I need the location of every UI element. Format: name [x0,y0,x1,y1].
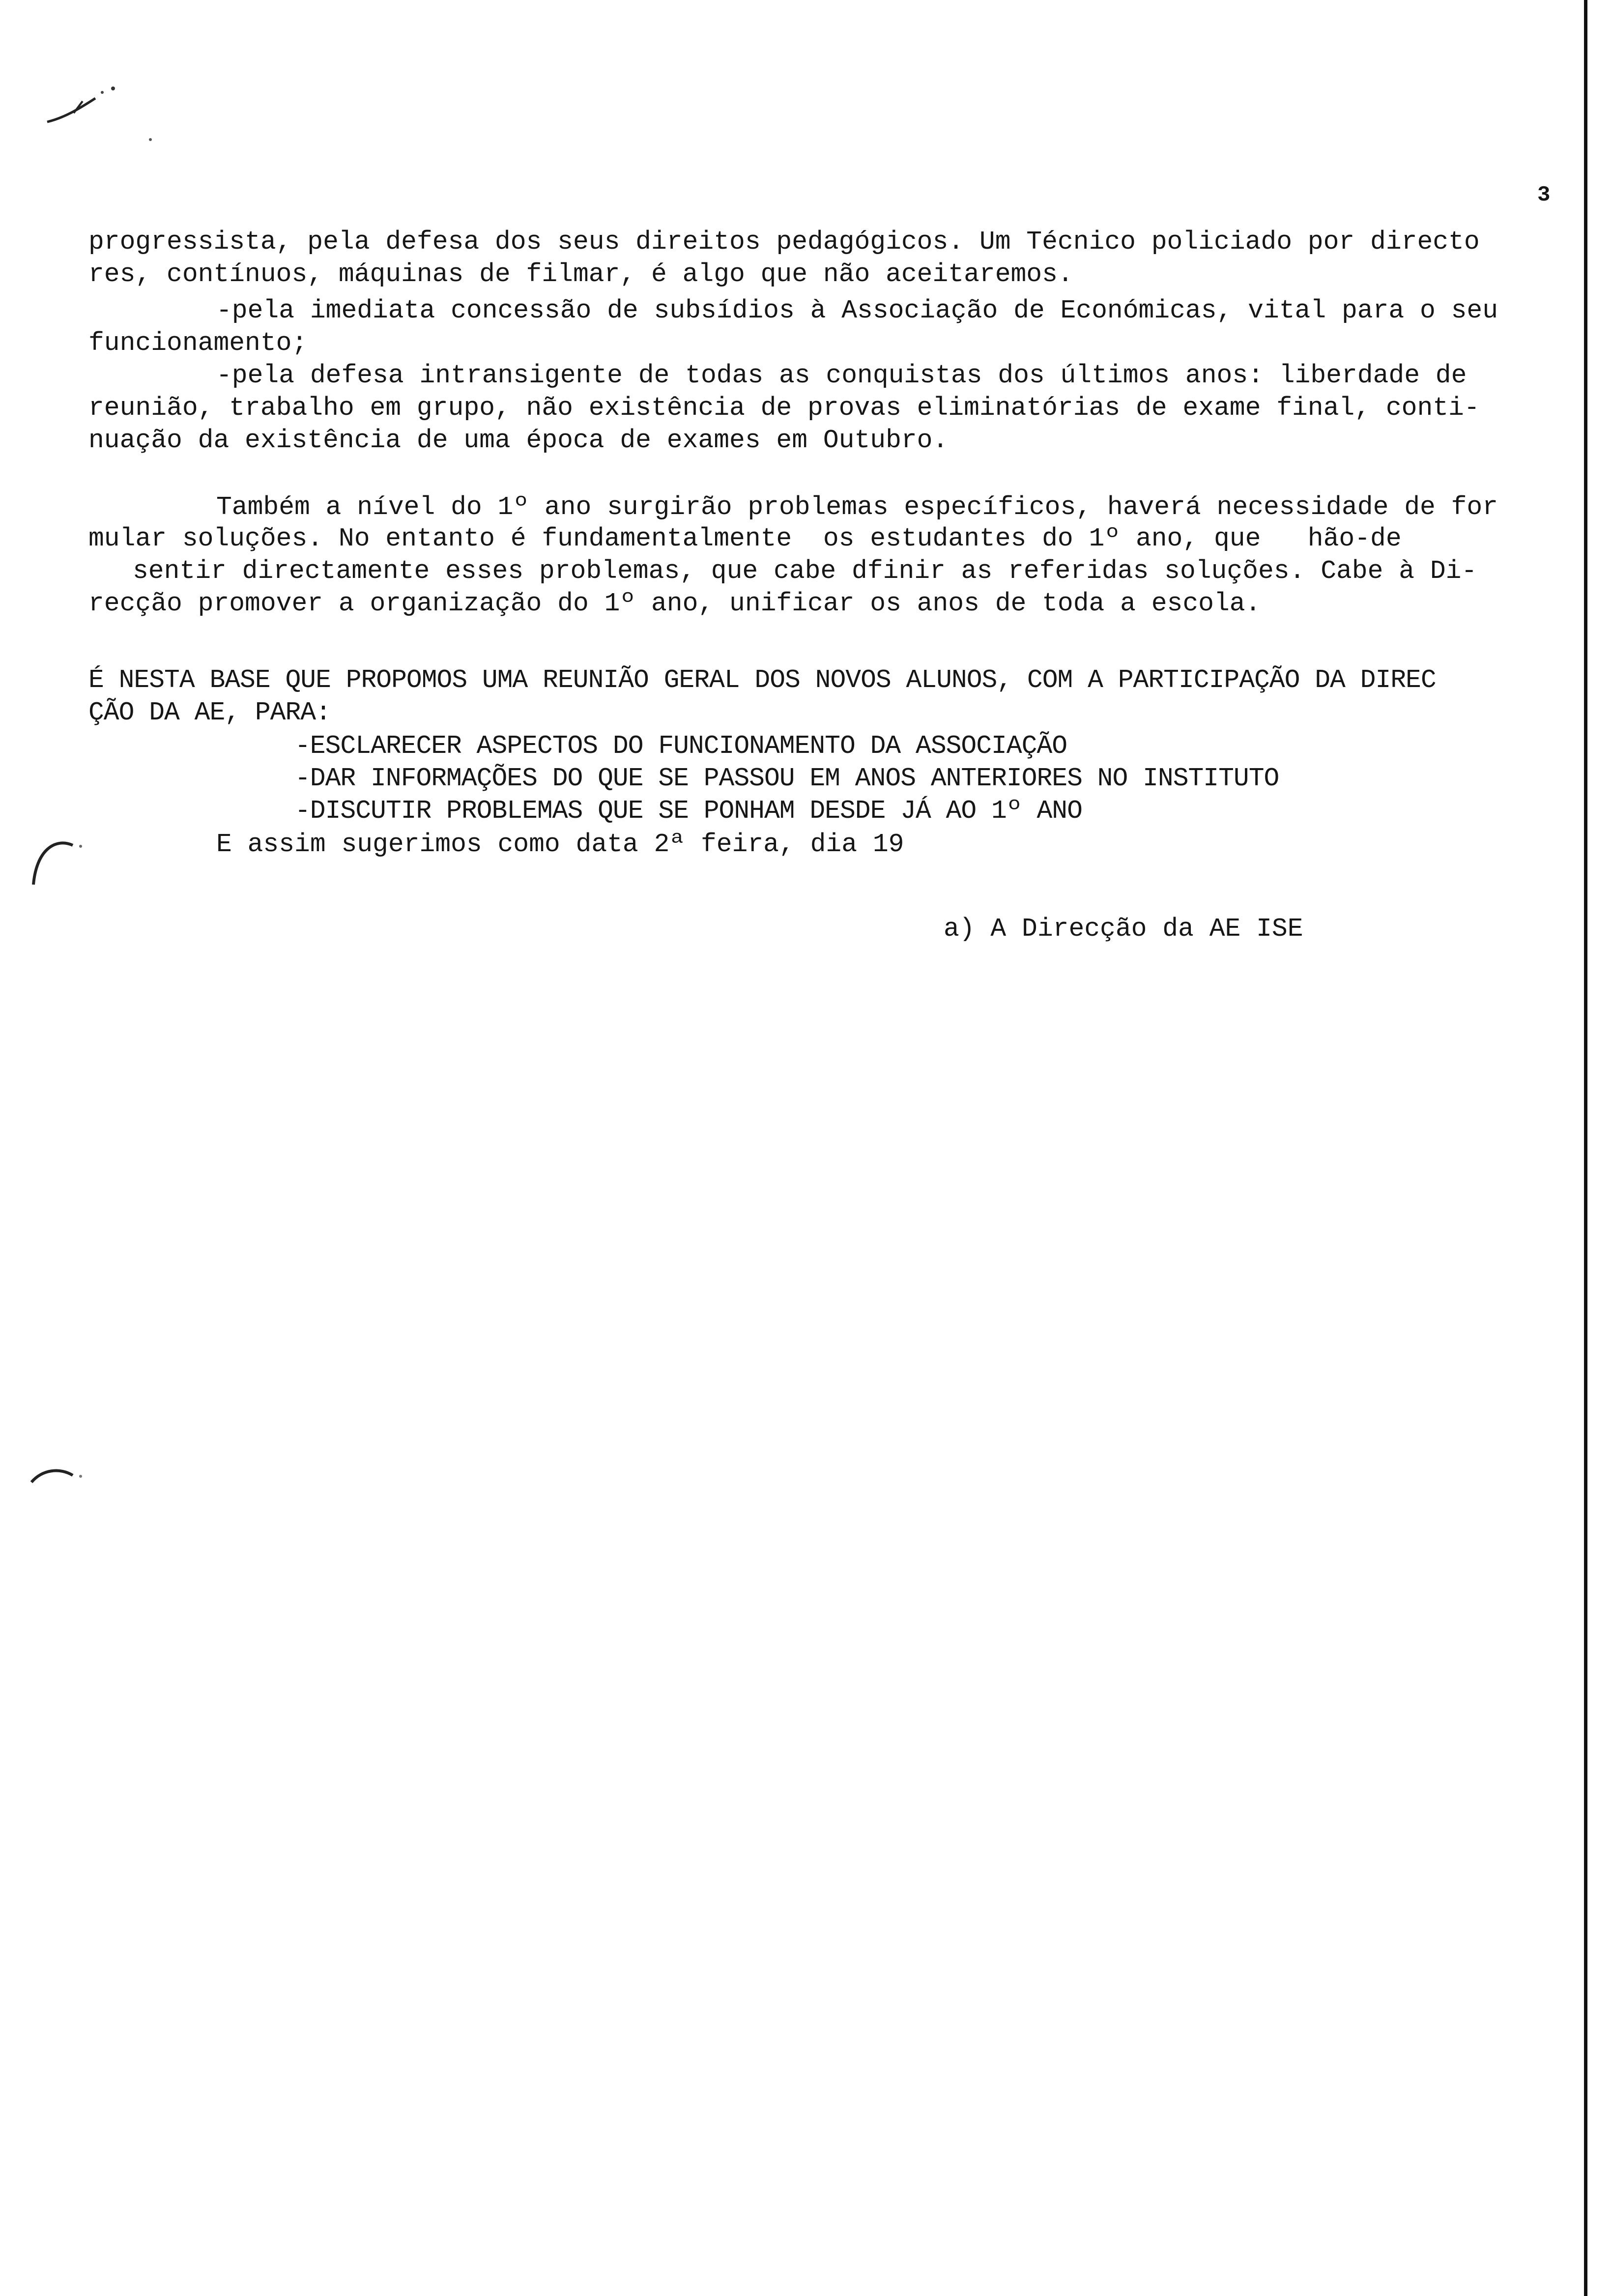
scan-dot [147,137,153,143]
signature: a) A Direcção da AE ISE [944,914,1303,944]
proposal-date-line: E assim sugerimos como data 2ª feira, dia 19 [216,830,904,859]
paragraph-3-line-1: -pela defesa intransigente de todas as conquistas dos últimos anos: liberdade de [216,361,1467,390]
paragraph-4-line-3: sentir directamente esses problemas, que cabe dfinir as referidas soluções. Cabe à Di- [133,556,1477,586]
paragraph-2-line-2: funcionamento; [88,328,308,358]
paragraph-1-line-2: res, contínuos, máquinas de filmar, é algo que não aceitaremos. [88,259,1073,289]
proposal-item: -DAR INFORMAÇÕES DO QUE SE PASSOU EM ANOS ANTERIORES NO INSTITUTO [295,764,1279,793]
scan-artifact-mark [44,79,128,138]
punch-hole-mark-upper [26,835,85,890]
proposal-item: -DISCUTIR PROBLEMAS QUE SE PONHAM DESDE JÁ AO 1º ANO [295,796,1082,826]
paragraph-2-line-1: -pela imediata concessão de subsídios à Associação de Económicas, vital para o seu [216,296,1498,325]
paragraph-4-line-4: recção promover a organização do 1º ano, unificar os anos de toda a escola. [88,589,1261,618]
paragraph-3-line-3: nuação da existência de uma época de exames em Outubro. [88,426,949,455]
proposal-item: -ESCLARECER ASPECTOS DO FUNCIONAMENTO DA ASSOCIAÇÃO [295,731,1067,761]
page-edge-rule [1584,0,1587,2296]
page-number: 3 [1537,183,1551,207]
paragraph-3-line-2: reunião, trabalho em grupo, não existência de provas eliminatórias de exame final, conti- [88,393,1480,423]
paragraph-1-line-1: progressista, pela defesa dos seus direitos pedagógicos. Um Técnico policiado por directo [88,227,1480,257]
proposal-line-1: É NESTA BASE QUE PROPOMOS UMA REUNIÃO GERAL DOS NOVOS ALUNOS, COM A PARTICIPAÇÃO DA DIREC [88,665,1436,695]
proposal-line-2: ÇÃO DA AE, PARA: [88,698,331,727]
punch-hole-mark-lower [26,1464,85,1494]
paragraph-4-line-1: Também a nível do 1º ano surgirão problemas específicos, haverá necessidade de for [216,492,1498,522]
paragraph-4-line-2: mular soluções. No entanto é fundamentalmente os estudantes do 1º ano, que hão-de [88,524,1402,553]
